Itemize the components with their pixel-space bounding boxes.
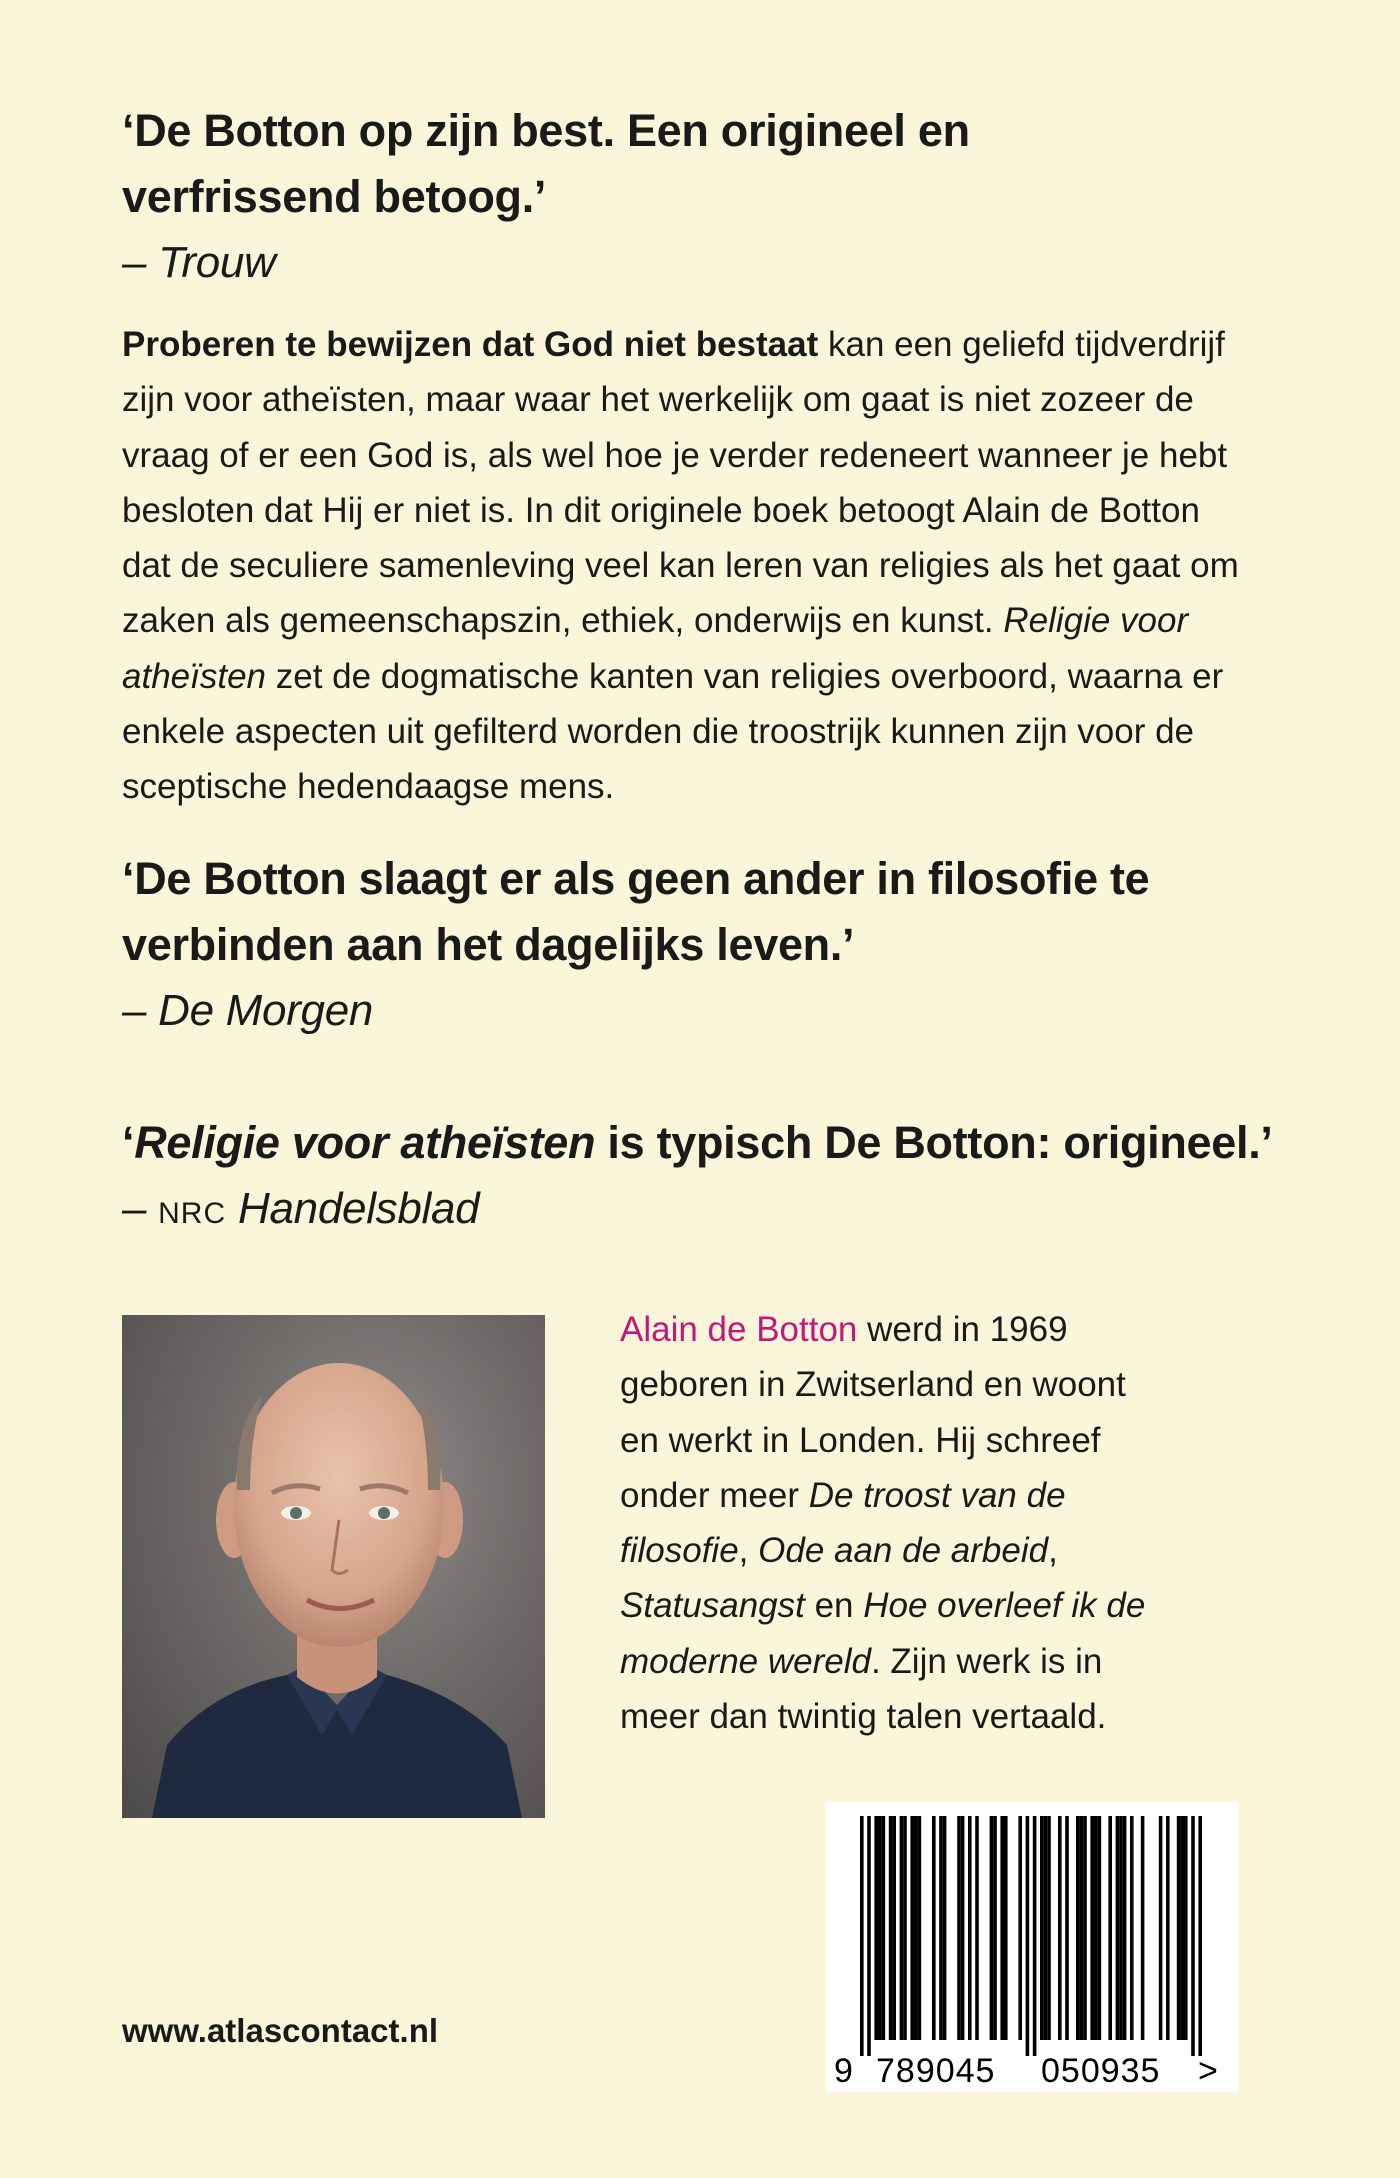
barcode-bar [1191, 1816, 1195, 2056]
blurb-line: enkele aspecten uit gefilterd worden die troostrijk kunnen zijn voor de [122, 712, 1195, 752]
blurb-line: besloten dat Hij er niet is. In dit originele boek betoogt Alain de Botton [122, 490, 1200, 530]
blurb-line: vraag of er een God is, als wel hoe je verder redeneert wanneer je hebt [122, 435, 1228, 475]
author-portrait-illustration [122, 1315, 545, 1818]
barcode-bar [1047, 1816, 1051, 2040]
book-title: De troost van de [808, 1475, 1066, 1515]
book-title: Statusangst [620, 1586, 805, 1626]
barcode-bar [1094, 1816, 1098, 2040]
barcode-bar [1166, 1816, 1170, 2040]
book-title: filosofie [620, 1531, 739, 1571]
barcode-bar [1000, 1816, 1004, 2040]
book-title: moderne wereld [620, 1641, 871, 1681]
blurb-bold-lead: Proberen te bewijzen dat God niet bestaat [122, 325, 819, 364]
isbn-barcode [826, 1802, 1238, 2092]
publisher-website[interactable]: www.atlascontact.nl [122, 2012, 439, 2049]
barcode-bar [889, 1816, 893, 2040]
barcode-bar [1080, 1816, 1084, 2040]
barcode-bar [975, 1816, 979, 2040]
barcode-bar [1033, 1816, 1037, 2056]
book-title: Religie voor atheïsten [134, 1117, 596, 1168]
barcode-bar [1177, 1816, 1181, 2040]
blurb-paragraph: Proberen te bewijzen dat God niet bestaat kan een geliefd tijdverdrijf zijn voor atheïsten, maar waar het werkelijk om gaat is niet zozeer de vraag of er een God is, als wel hoe je verder redeneert wanneer je hebt besloten dat Hij er niet is. In dit originele boek betoogt Alain de Botton dat de seculiere samenleving veel kan leren van religies als het gaat om zaken als gemeenschapszin, ethiek, onderwijs en kunst. Religie voor atheïsten zet de dogmatische kanten van religies overboord, waarna er enkele aspecten uit gefilterd worden die troostrijk kunnen zijn voor de sceptische hedendaagse mens. [122, 317, 1302, 815]
bio-line: meer dan twintig talen vertaald. [620, 1697, 1107, 1737]
barcode-bar [882, 1816, 886, 2040]
quote-source: – NRC Handelsblad [122, 1184, 480, 1233]
isbn-digit-lead: 9 [834, 2052, 853, 2090]
author-name: Alain de Botton [620, 1310, 858, 1349]
quote-line: verfrissend betoog.’ [122, 171, 547, 222]
barcode-bar [993, 1816, 997, 2040]
barcode-bar [1180, 1816, 1184, 2040]
barcode-bar [1098, 1816, 1102, 2040]
barcode-bar [1119, 1816, 1123, 2040]
isbn-digit-group1: 789045 [876, 2052, 996, 2090]
barcode-bar [860, 1816, 864, 2056]
barcode-bar [914, 1816, 918, 2040]
quote-source: – De Morgen [122, 986, 374, 1035]
barcode-bar [1108, 1816, 1112, 2040]
barcode-bar [1004, 1816, 1008, 2040]
quote-nrc: ‘Religie voor atheïsten is typisch De Botton: origineel.’ – NRC Handelsblad [122, 1110, 1322, 1247]
barcode-bar [1018, 1816, 1022, 2040]
barcode-bar [874, 1816, 878, 2040]
barcode-bar [939, 1816, 943, 2040]
barcode-bar [1058, 1816, 1062, 2040]
book-title: Religie voor [1003, 601, 1189, 641]
barcode-bar [878, 1816, 882, 2040]
bio-line: geboren in Zwitserland en woont [620, 1365, 1126, 1405]
book-title: Ode aan de arbeid [758, 1531, 1049, 1571]
author-photo [122, 1315, 545, 1818]
barcode-bar [1116, 1816, 1120, 2040]
barcode-bar [903, 1816, 907, 2040]
quote-line: ‘De Botton slaagt er als geen ander in filosofie te [122, 853, 1150, 904]
quote-de-morgen [122, 846, 1322, 1044]
barcode-bar [1184, 1816, 1188, 2040]
barcode-bar [918, 1816, 922, 2040]
barcode-bar [1159, 1816, 1163, 2040]
author-bio: Alain de Botton werd in 1969 geboren in Zwitserland en woont en werkt in Londen. Hij schreef onder meer De troost van de filosofie, Ode aan de arbeid, Statusangst en Hoe overleef ik de moderne wereld. Zijn werk is in meer dan twintig talen vertaald. [620, 1302, 1240, 1744]
isbn-digit-group2: 050935 [1041, 2052, 1161, 2090]
barcode-bar [968, 1816, 972, 2040]
barcode-bar [957, 1816, 961, 2040]
barcode-arrow: > [1198, 2052, 1218, 2090]
bio-line: en werkt in Londen. Hij schreef [620, 1420, 1101, 1460]
barcode-bar [1130, 1816, 1134, 2040]
quote-line: verbinden aan het dagelijks leven.’ [122, 919, 855, 970]
blurb-line: zijn voor atheïsten, maar waar het werkelijk om gaat is niet zozeer de [122, 380, 1194, 420]
book-title: Hoe overleef ik de [863, 1586, 1146, 1626]
barcode-bar [900, 1816, 904, 2040]
barcode-bar [932, 1816, 936, 2040]
barcode-bar [1123, 1816, 1127, 2040]
barcode-bar [1141, 1816, 1145, 2040]
barcode-bar [1083, 1816, 1087, 2040]
quote-source: – Trouw [122, 238, 276, 287]
barcode-bar [1198, 1816, 1202, 2056]
barcode-bar [961, 1816, 965, 2040]
barcode-bar [1090, 1816, 1094, 2040]
barcode-bar [1065, 1816, 1069, 2040]
barcode-bar [1040, 1816, 1044, 2040]
barcode-bar [867, 1816, 871, 2056]
quote-line: ‘De Botton op zijn best. Een origineel en [122, 105, 970, 156]
blurb-line: sceptische hedendaagse mens. [122, 767, 615, 807]
blurb-line: dat de seculiere samenleving veel kan leren van religies als het gaat om [122, 546, 1239, 586]
barcode-bar [892, 1816, 896, 2040]
barcode-bar [990, 1816, 994, 2040]
quote-trouw [122, 98, 1322, 296]
book-title: atheïsten [122, 656, 266, 696]
barcode-bar [943, 1816, 947, 2040]
barcode-bar [910, 1816, 914, 2040]
barcode-bar [1026, 1816, 1030, 2056]
barcode-bar [1076, 1816, 1080, 2040]
barcode-bar [1044, 1816, 1048, 2040]
